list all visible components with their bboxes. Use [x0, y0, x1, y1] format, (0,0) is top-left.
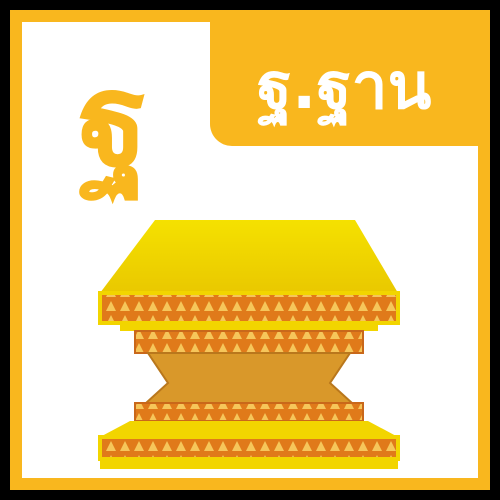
thai-word-label: ฐ.ฐาน — [256, 50, 432, 124]
pedestal-bottom-band — [100, 437, 398, 459]
thai-letter: ฐ — [77, 44, 149, 196]
pedestal-waist — [146, 353, 352, 403]
pedestal-lower-band — [135, 403, 363, 421]
pedestal-top-band — [100, 293, 398, 323]
pedestal-upper-band — [135, 331, 363, 353]
pedestal-plinth — [100, 421, 398, 437]
pedestal-top-lip — [120, 323, 378, 331]
pedestal-base-illustration — [90, 215, 410, 470]
pedestal-top-slab — [100, 220, 398, 293]
pedestal-base — [100, 459, 398, 469]
